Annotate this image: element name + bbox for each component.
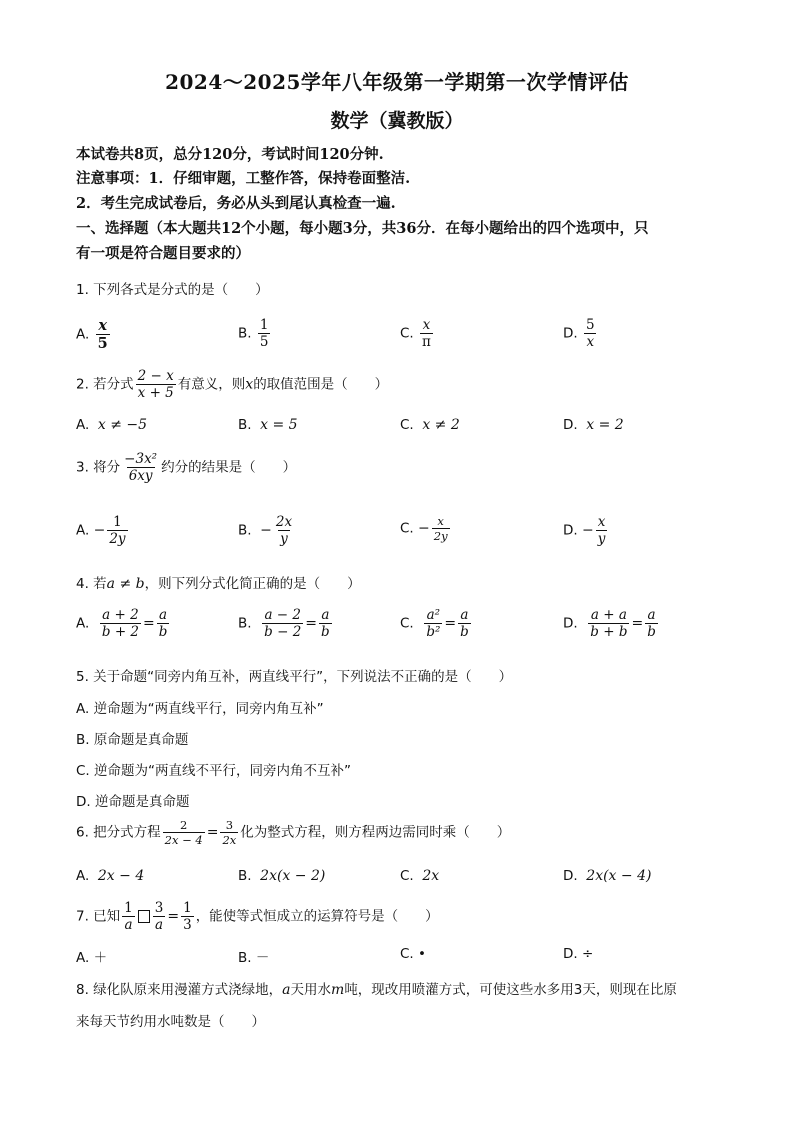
equals-sign: = <box>631 615 644 632</box>
fraction-numerator: −3x² <box>124 451 158 467</box>
fraction-denominator: b <box>647 624 656 641</box>
q4-option-c <box>400 608 473 639</box>
minus-sign: − <box>260 522 272 539</box>
question-2-stem <box>76 369 388 400</box>
fraction-denominator: 2y <box>433 529 448 544</box>
fraction-numerator: x <box>597 514 606 530</box>
fraction-denominator: y <box>597 531 606 548</box>
fraction-numerator: x <box>98 317 107 334</box>
notice-line-1: 注意事项：1．仔细审题，工整作答，保持卷面整洁. <box>76 170 411 187</box>
fraction-denominator: 5 <box>97 335 108 353</box>
equals-sign: = <box>167 908 180 925</box>
fraction-denominator: b − 2 <box>264 624 302 641</box>
fraction-denominator: π <box>422 334 431 351</box>
stem-text: 化为整式方程，则方程两边需同时乘（ ） <box>240 824 511 841</box>
fraction-numerator: a − 2 <box>264 607 301 623</box>
option-letter: C. <box>400 615 414 632</box>
minus-sign: − <box>581 522 594 539</box>
notice-line-2: 2．考生完成试卷后，务必从头到尾认真检查一遍. <box>76 195 396 212</box>
stem-text: 7. 已知 <box>76 908 121 925</box>
fraction-numerator: a <box>159 607 168 623</box>
fraction-denominator: x <box>586 334 595 351</box>
option-letter: D. <box>563 417 578 433</box>
fraction-denominator: b² <box>426 624 441 641</box>
q5-option-c: C. 逆命题为“两直线不平行，同旁内角不互补” <box>76 763 351 779</box>
stem-variable: a <box>282 982 291 998</box>
q1-option-b <box>238 318 272 349</box>
fraction-numerator: a + 2 <box>102 607 139 623</box>
question-3-stem <box>76 452 296 483</box>
fraction-numerator: 3 <box>154 900 164 916</box>
minus-sign: − <box>418 520 430 537</box>
q7-option-a: A. ＋ <box>76 950 108 966</box>
fraction-denominator: 6xy <box>128 468 153 485</box>
q3-option-a <box>76 515 130 546</box>
q5-option-a: A. 逆命题为“两直线平行，同旁内角互补” <box>76 701 324 717</box>
fraction-numerator: a <box>321 607 330 623</box>
q7-option-c: C. • <box>400 946 426 962</box>
option-letter: D. <box>563 868 578 884</box>
question-1-stem: 1. 下列各式是分式的是（ ） <box>76 282 269 298</box>
q6-option-b <box>238 868 325 884</box>
q6-option-d <box>563 868 651 884</box>
stem-text: 的取值范围是（ ） <box>253 376 389 393</box>
q7-option-d: D. ÷ <box>563 946 594 962</box>
exam-title: 2024～2025学年八年级第一学期第一次学情评估 <box>165 70 629 94</box>
fraction-denominator: 5 <box>259 334 269 351</box>
q2-option-b <box>238 417 298 433</box>
fraction-numerator: a <box>647 607 656 623</box>
option-letter: C. <box>400 417 414 433</box>
stem-text: ，则下列分式化简正确的是（ ） <box>144 576 361 592</box>
question-4-stem <box>76 572 361 592</box>
fraction-numerator: 2 − x <box>137 368 174 384</box>
q2-option-c <box>400 417 460 433</box>
fraction-denominator: b <box>158 624 168 641</box>
question-5-stem: 5. 关于命题“同旁内角互补，两直线平行”，下列说法不正确的是（ ） <box>76 669 513 685</box>
q1-option-c <box>400 318 435 349</box>
option-letter: B. <box>238 417 252 433</box>
option-value: x ≠ −5 <box>97 417 148 433</box>
fraction-numerator: 1 <box>113 514 122 530</box>
stem-text: 有意义，则 <box>177 376 246 393</box>
fraction-numerator: a² <box>426 607 441 623</box>
fraction-denominator: y <box>280 531 288 548</box>
stem-text: 2. 若分式 <box>76 376 134 393</box>
stem-variable: m <box>331 982 345 998</box>
stem-text: 约分的结果是（ ） <box>161 459 297 476</box>
q5-option-d: D. 逆命题是真命题 <box>76 794 190 810</box>
stem-text: ，能使等式恒成立的运算符号是（ ） <box>195 908 439 925</box>
fraction-numerator: 2x <box>275 514 293 530</box>
q2-option-a <box>76 417 147 433</box>
q4-option-d <box>563 608 660 639</box>
option-letter: D. <box>563 325 578 342</box>
stem-text: 6. 把分式方程 <box>76 824 161 841</box>
q3-option-c <box>400 515 452 542</box>
stem-text: 3. 将分 <box>76 459 121 476</box>
fraction-denominator: 2x − 4 <box>164 833 203 848</box>
stem-condition: a ≠ b <box>106 576 145 592</box>
option-letter: B. <box>238 615 252 632</box>
section-heading: 一、选择题（本大题共12个小题，每小题3分，共36分．在每小题给出的四个选项中，只 <box>76 220 649 237</box>
exam-info: 本试卷共8页，总分120分，考试时间120分钟. <box>76 146 384 163</box>
option-value: 2x(x − 4) <box>586 868 652 884</box>
question-6-stem <box>76 819 510 846</box>
q5-option-b: B. 原命题是真命题 <box>76 732 189 748</box>
fraction-numerator: 5 <box>585 317 595 333</box>
option-letter: B. <box>238 325 252 342</box>
option-value: 2x − 4 <box>97 868 145 884</box>
fraction-numerator: x <box>437 514 444 528</box>
option-letter: C. <box>400 325 414 342</box>
q3-option-d <box>563 515 609 546</box>
minus-sign: − <box>93 522 106 539</box>
fraction-numerator: 1 <box>183 900 192 916</box>
fraction-numerator: 2 <box>180 818 188 832</box>
stem-text: 吨，现改用喷灌方式，可使这些水多用3天，则现在比原 <box>344 982 677 998</box>
fraction-numerator: 3 <box>225 818 234 832</box>
q6-option-a <box>76 868 144 884</box>
option-letter: A. <box>76 615 90 632</box>
question-8-stem <box>76 978 677 998</box>
question-8-stem-cont: 来每天节约用水吨数是（ ） <box>76 1014 265 1030</box>
fraction-numerator: 1 <box>259 317 269 333</box>
fraction-denominator: b <box>460 624 469 641</box>
q7-option-b: B. － <box>238 950 270 966</box>
exam-subtitle: 数学（冀教版） <box>330 110 464 132</box>
equals-sign: = <box>206 824 219 841</box>
option-value: x ≠ 2 <box>422 417 460 433</box>
equals-sign: = <box>444 615 457 632</box>
stem-text: 8. 绿化队原来用漫灌方式浇绿地， <box>76 982 283 998</box>
q4-option-a <box>76 608 171 639</box>
question-7-stem <box>76 901 439 932</box>
fraction-denominator: b + 2 <box>101 624 140 641</box>
fraction-denominator: x + 5 <box>137 385 174 402</box>
q1-option-a <box>76 318 112 351</box>
option-letter: A. <box>76 868 90 884</box>
option-letter: A. <box>76 417 90 433</box>
q1-option-d <box>563 318 599 349</box>
q3-option-b <box>238 515 296 546</box>
fraction-denominator: 2x <box>222 833 237 848</box>
option-letter: D. <box>563 522 578 539</box>
fraction-numerator: 1 <box>124 900 133 916</box>
option-value: 2x(x − 2) <box>260 868 326 884</box>
option-value: 2x <box>422 868 440 884</box>
option-value: x = 5 <box>260 417 298 433</box>
section-heading-cont: 有一项是符合题目要求的） <box>76 245 250 262</box>
equals-sign: = <box>305 615 318 632</box>
fraction-numerator: a <box>460 607 469 623</box>
stem-text: 天用水 <box>290 982 332 998</box>
option-value: x = 2 <box>586 417 624 433</box>
q6-option-c <box>400 868 439 884</box>
option-letter: C. <box>400 868 414 884</box>
option-letter: D. <box>563 615 578 632</box>
fraction-denominator: b <box>321 624 330 641</box>
option-letter: A. <box>76 326 90 343</box>
q2-option-d <box>563 417 624 433</box>
stem-text: 4. 若 <box>76 576 107 592</box>
fraction-denominator: b + b <box>590 624 628 641</box>
option-letter: B. <box>238 868 252 884</box>
equals-sign: = <box>143 615 155 632</box>
fraction-numerator: x <box>422 317 431 333</box>
stem-variable: x <box>245 376 254 393</box>
fraction-denominator: 3 <box>183 917 192 934</box>
q4-option-b <box>238 608 334 639</box>
option-letter: A. <box>76 522 90 539</box>
fraction-denominator: a <box>155 917 164 934</box>
fraction-numerator: a + a <box>590 607 627 623</box>
fraction-denominator: a <box>124 917 133 934</box>
operator-blank-box <box>138 910 150 923</box>
option-letter: C. <box>400 520 414 537</box>
fraction-denominator: 2y <box>109 531 126 548</box>
option-letter: B. <box>238 522 252 539</box>
